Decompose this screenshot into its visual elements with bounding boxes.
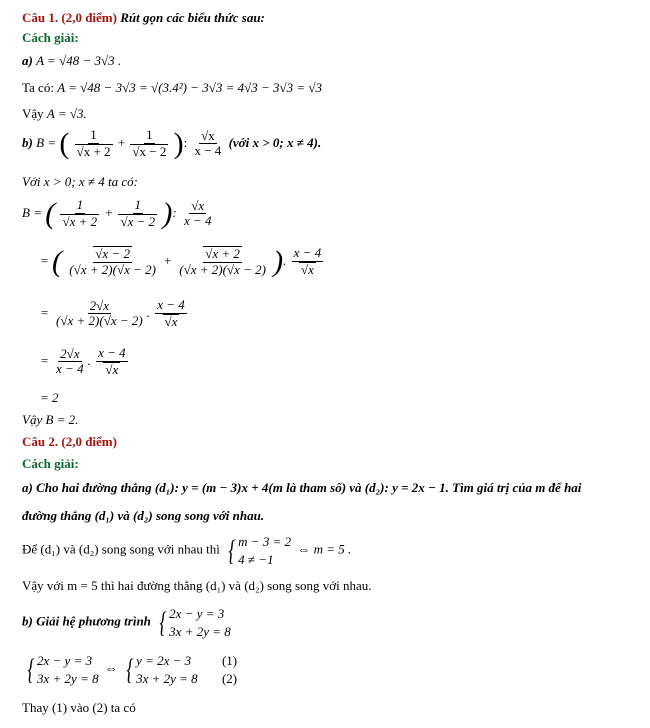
denominator: (√x + 2)(√x − 2) (179, 261, 266, 277)
q1b-step-4 (40, 346, 130, 378)
system (124, 652, 198, 687)
q1a-working (22, 80, 322, 96)
numerator: x − 4 (157, 297, 185, 312)
paren-left: ( (59, 126, 70, 160)
dot: . (87, 352, 91, 368)
fraction (130, 128, 168, 160)
q1-title: Câu 1. (2,0 điểm) (22, 10, 117, 25)
paren-right: ) (273, 244, 284, 278)
system-line: 3x + 2y = 8 (136, 670, 198, 686)
plus-sign: + (163, 252, 172, 268)
q1a-ta-co: Ta có: (22, 80, 54, 95)
plus-sign: + (104, 204, 114, 220)
system-line: 3x + 2y = 8 (37, 670, 99, 686)
b-equals: B = (36, 134, 57, 150)
numerator: 2√x (60, 345, 80, 361)
q2b-prompt (22, 605, 234, 640)
q1-cach-giai: Cách giải: (22, 30, 79, 45)
q2a-prompt-line-1: a) Cho hai đường thẳng (d₁): y = (m − 3)x + 4(m là tham số) và (d₂): y = 2x − 1. Tìm giá trị của m để hai (22, 480, 582, 495)
q1b-step-5: = 2 (40, 390, 59, 405)
system-line: y = 2x − 3 (136, 653, 192, 668)
b-equals: B = (22, 204, 42, 220)
system-line: 4 ≠ −1 (238, 551, 274, 567)
q1b-step-2 (40, 246, 325, 278)
q2-title: Câu 2. (2,0 điểm) (22, 434, 117, 449)
numerator: 1 (146, 127, 153, 142)
q1a-prompt (22, 53, 121, 69)
q1-instruction: Rút gọn các biểu thức sau: (120, 10, 265, 25)
fraction (54, 299, 145, 330)
dot: . (283, 252, 287, 268)
equals-sign: = (40, 352, 49, 368)
fraction (192, 129, 223, 160)
denominator: x − 4 (56, 361, 84, 377)
q1a-result: A = √3. (46, 106, 87, 121)
equation-tag: (2) (221, 670, 238, 686)
numerator: √x (201, 127, 215, 143)
brace-icon: { (159, 605, 167, 639)
q1a-label: a) (22, 53, 33, 68)
q1a-calc: A = √48 − 3√3 = √(3.4²) − 3√3 = 4√3 − 3√3 = √3 (57, 80, 323, 95)
denominator: √x − 2 (132, 143, 167, 159)
q2b-thay: Thay (1) vào (2) ta có (22, 700, 136, 715)
equals-sign: = (40, 252, 49, 268)
fraction (54, 347, 86, 378)
system-line: 3x + 2y = 8 (169, 623, 231, 639)
equation-tag: (1) (221, 653, 238, 668)
brace-icon: { (27, 652, 35, 686)
denominator: x − 4 (183, 213, 212, 229)
q2-cach-giai: Cách giải: (22, 456, 79, 471)
system (226, 533, 291, 568)
denominator: √x − 2 (120, 213, 156, 229)
q1b-condition: (với x > 0; x ≠ 4). (228, 134, 322, 150)
plus-sign: + (117, 134, 126, 150)
denominator: √x (105, 361, 119, 377)
q2b-prompt-text: b) Giải hệ phương trình (22, 613, 151, 629)
brace-icon: { (228, 533, 236, 567)
equals-sign: = (40, 304, 49, 320)
q1-heading (22, 10, 265, 26)
fraction (182, 199, 214, 230)
paren-left: ( (45, 196, 56, 230)
fraction (118, 198, 157, 230)
q1b-final: Vậy B = 2. (22, 412, 79, 427)
numerator: 1 (76, 197, 84, 212)
denominator: √x + 2 (76, 143, 111, 159)
fraction (75, 128, 113, 160)
numerator: 1 (134, 197, 142, 212)
system (25, 652, 99, 687)
q1a-conclusion (22, 106, 87, 122)
fraction (67, 246, 158, 278)
fraction (292, 246, 324, 278)
q1a-vay: Vậy (22, 106, 44, 121)
colon: : (172, 204, 177, 220)
q2a-condition (22, 533, 351, 568)
q2a-equiv: ⇔ m = 5 . (297, 541, 352, 557)
q2b-system-equivalence (22, 652, 237, 687)
denominator: (√x + 2)(√x − 2) (56, 313, 143, 329)
q2a-conclusion: Vậy với m = 5 thì hai đường thẳng (d₁) và (d₂) song song với nhau. (22, 578, 372, 593)
paren-right: ) (173, 126, 184, 160)
system (157, 605, 231, 640)
numerator: √x − 2 (95, 246, 130, 261)
numerator: √x (191, 197, 205, 213)
q2a-prompt-line-2: đường thẳng (d₁) và (d₂) song song với nhau. (22, 508, 265, 523)
q1a-expression: A = √48 − 3√3 . (36, 53, 122, 68)
numerator: x − 4 (293, 245, 322, 260)
denominator: √x (300, 261, 314, 277)
numerator: x − 4 (98, 345, 126, 360)
denominator: (√x + 2)(√x − 2) (69, 261, 156, 277)
fraction (96, 346, 128, 378)
q2a-de: Để (d₁) và (d₂) song song với nhau thì (22, 541, 220, 557)
denominator: x − 4 (194, 143, 222, 159)
paren-left: ( (52, 244, 63, 278)
denominator: √x (164, 313, 178, 329)
q1b-voi: Với x > 0; x ≠ 4 ta có: (22, 174, 138, 189)
equiv-arrow-icon: ⇔ (104, 660, 118, 676)
system-line: 2x − y = 3 (169, 606, 225, 621)
fraction (155, 298, 187, 330)
system-line: m − 3 = 2 (238, 534, 292, 549)
system-line: 2x − y = 3 (37, 653, 93, 668)
brace-icon: { (126, 652, 134, 686)
q1b-label: b) (22, 134, 33, 150)
q1b-prompt (22, 128, 321, 160)
denominator: √x + 2 (62, 213, 98, 229)
numerator: 1 (90, 127, 97, 142)
q1b-step-3 (40, 298, 189, 330)
fraction (60, 198, 99, 230)
colon: : (183, 134, 188, 150)
paren-right: ) (162, 196, 173, 230)
dot: . (146, 304, 150, 320)
fraction (177, 246, 268, 278)
q1b-step-1 (22, 198, 216, 230)
numerator: √x + 2 (205, 246, 240, 261)
numerator: 2√x (89, 297, 110, 313)
